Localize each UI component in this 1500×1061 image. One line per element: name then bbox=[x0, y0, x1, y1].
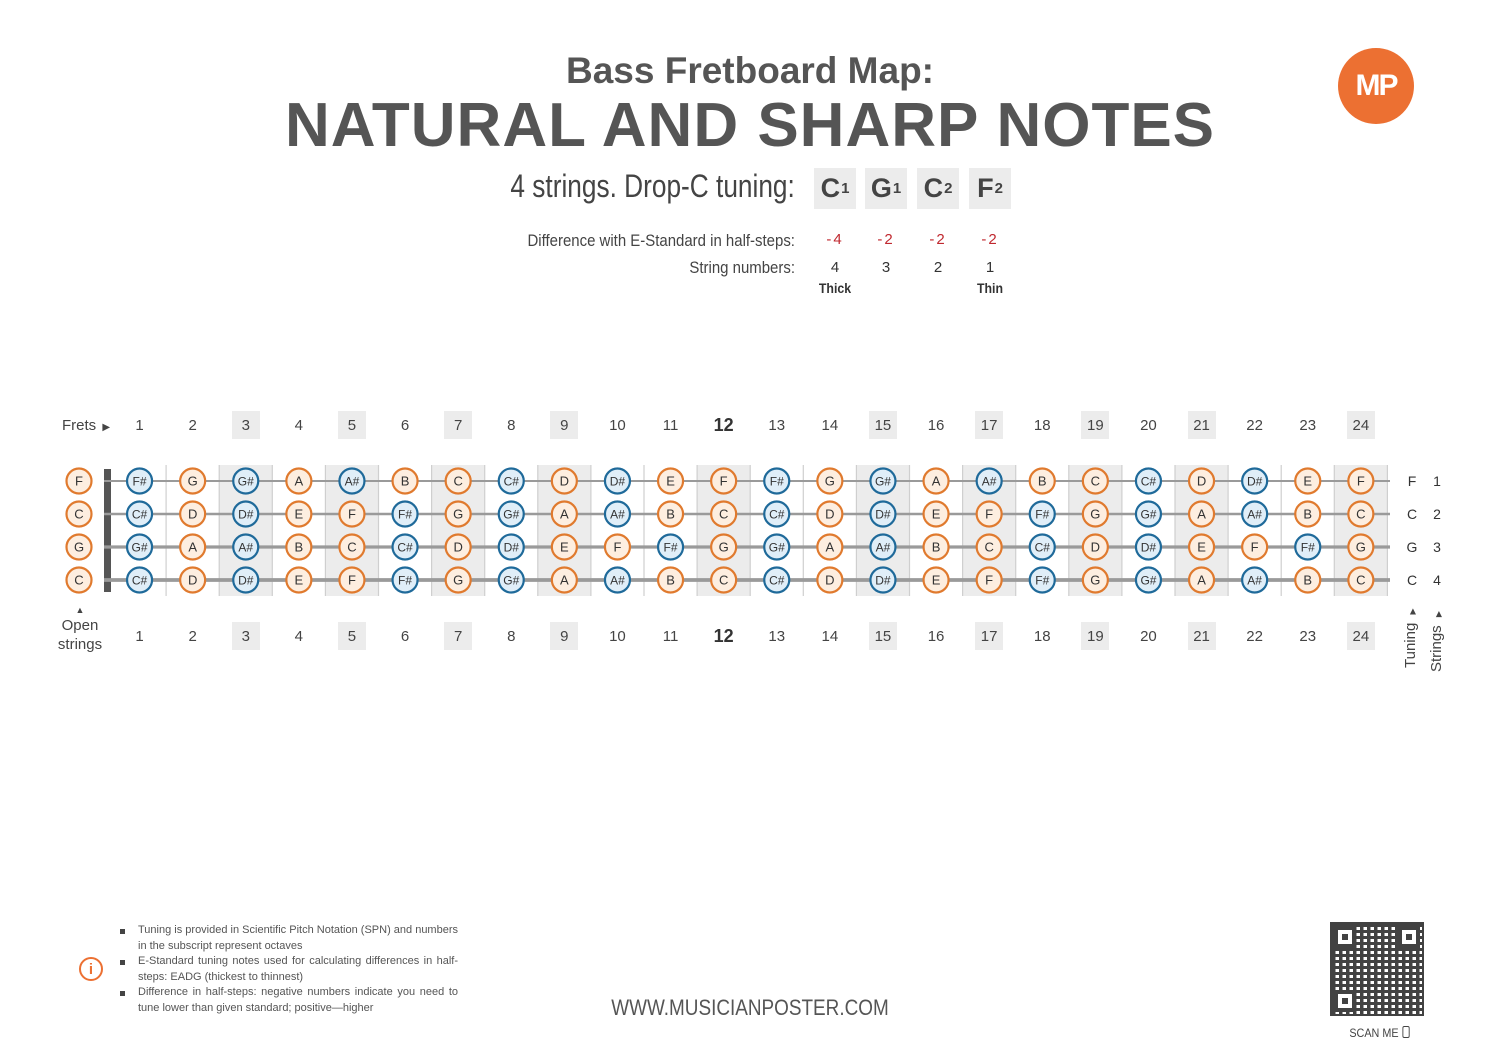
fret-note-label: F bbox=[347, 506, 356, 522]
qr-finder bbox=[1398, 926, 1420, 948]
fret-number-bottom: 22 bbox=[1246, 627, 1263, 645]
fret-number-top: 11 bbox=[662, 416, 679, 434]
tuning-difference: -2 bbox=[877, 231, 895, 248]
string-number-label: 2 bbox=[1433, 506, 1441, 522]
tuning-octave: 1 bbox=[841, 180, 850, 197]
fret-note-label: D bbox=[559, 473, 570, 489]
fret-note-label: D bbox=[825, 572, 835, 588]
fret-number-top: 5 bbox=[338, 411, 366, 439]
fret-note-label: B bbox=[666, 572, 675, 588]
string-tuning-label: G bbox=[1406, 539, 1418, 555]
fret-number-top: 17 bbox=[975, 411, 1003, 439]
tuning-octave: 2 bbox=[994, 180, 1003, 197]
fret-note-label: G bbox=[1355, 539, 1366, 555]
string-number-label: 4 bbox=[1433, 572, 1441, 588]
tuning-note-box bbox=[865, 168, 907, 209]
fret-note-label: G# bbox=[131, 540, 148, 555]
fret-note-label: F bbox=[613, 539, 622, 555]
fret-note-label: D bbox=[187, 572, 198, 588]
fret-note-label: A# bbox=[610, 573, 625, 588]
fret-note-label: F# bbox=[132, 474, 147, 489]
fret-number-bottom: 11 bbox=[662, 627, 679, 645]
poster-title: NATURAL AND SHARP NOTES bbox=[284, 91, 1216, 160]
fret-note-label: A bbox=[931, 473, 941, 489]
fret-note-label: F# bbox=[398, 507, 413, 522]
string-tuning-label: C bbox=[1406, 572, 1418, 588]
fret-note-label: F# bbox=[1035, 573, 1050, 588]
fret-number-bottom: 8 bbox=[507, 627, 516, 645]
fret-number-bottom: 24 bbox=[1347, 622, 1375, 650]
string-number-label: 1 bbox=[1433, 473, 1441, 489]
fret-number-top: 2 bbox=[188, 416, 197, 434]
fret-number-top: 19 bbox=[1081, 411, 1109, 439]
qr-finder bbox=[1334, 990, 1356, 1012]
fret-note-label: C bbox=[1356, 572, 1366, 588]
triangle-up-icon: ▶ bbox=[1434, 610, 1443, 618]
fret-note-label: G bbox=[1090, 506, 1101, 522]
fret-number-top: 10 bbox=[609, 416, 626, 434]
open-strings-label: ▲ Open strings bbox=[50, 604, 110, 654]
fret-note-label: C bbox=[347, 539, 357, 555]
fret-note-label: D bbox=[825, 506, 835, 522]
fret-number-bottom: 3 bbox=[232, 622, 260, 650]
fret-number-bottom: 17 bbox=[975, 622, 1003, 650]
string-number: 1 bbox=[985, 259, 995, 276]
string-number: 2 bbox=[933, 259, 943, 276]
fret-note-label: G# bbox=[503, 573, 520, 588]
phone-icon bbox=[1402, 1026, 1409, 1038]
fret-note-label: B bbox=[1037, 473, 1047, 489]
tuning-note-box bbox=[969, 168, 1011, 209]
fret-note-label: D bbox=[453, 539, 463, 555]
fret-note-label: E bbox=[294, 572, 304, 588]
fret-number-top: 20 bbox=[1140, 416, 1157, 434]
tuning-axis-label: Tuning ▶ bbox=[1402, 608, 1419, 668]
fret-note-label: F# bbox=[398, 573, 413, 588]
difference-label: Difference with E-Standard in half-steps: bbox=[527, 231, 795, 250]
fret-number-top: 21 bbox=[1188, 411, 1216, 439]
info-note: Difference in half-steps: negative numbers indicate you need to tune lower than given standard; positive—higher bbox=[118, 985, 458, 1016]
fret-number-bottom: 7 bbox=[444, 622, 472, 650]
poster-subtitle: Bass Fretboard Map: bbox=[565, 50, 934, 91]
fret-note-label: A# bbox=[238, 540, 254, 555]
tuning-difference: -2 bbox=[929, 231, 947, 248]
fret-note-label: E bbox=[294, 506, 304, 522]
fret-number-top: 13 bbox=[768, 416, 786, 434]
fret-note-label: A# bbox=[1247, 507, 1262, 522]
fret-number-bottom: 18 bbox=[1033, 627, 1051, 645]
fret-note-label: F# bbox=[663, 540, 678, 555]
musicianposter-logo[interactable]: MP bbox=[1338, 48, 1414, 124]
fret-note-label: C# bbox=[769, 507, 785, 522]
fret-note-label: D# bbox=[1246, 474, 1263, 489]
fret-note-label: C bbox=[1356, 506, 1366, 522]
fret-number-top: 22 bbox=[1246, 416, 1263, 434]
frets-label: Frets ▶ bbox=[62, 417, 111, 434]
fret-number-bottom: 20 bbox=[1140, 627, 1157, 645]
fret-note-label: A bbox=[560, 572, 569, 588]
fret-note-label: E bbox=[931, 506, 941, 522]
string-numbers-label: String numbers: bbox=[689, 258, 795, 277]
info-icon: i bbox=[79, 957, 103, 981]
fret-number-bottom: 12 bbox=[713, 625, 734, 646]
fret-note-label: G# bbox=[874, 474, 891, 489]
fret-note-label: E bbox=[560, 539, 569, 555]
fret-note-label: A# bbox=[344, 474, 360, 489]
fret-note-label: B bbox=[1303, 572, 1313, 588]
fret-note-label: F bbox=[719, 473, 728, 489]
fret-note-label: C# bbox=[1034, 540, 1050, 555]
fret-note-label: F bbox=[1250, 539, 1259, 555]
string-number: 4 bbox=[830, 259, 840, 276]
fret-note-label: G# bbox=[1140, 573, 1157, 588]
fret-note-label: F bbox=[985, 572, 994, 588]
fret-note-label: A# bbox=[875, 540, 891, 555]
string-number: 3 bbox=[881, 259, 891, 276]
open-string-note-label: G bbox=[73, 539, 85, 555]
fret-note-label: D bbox=[1090, 539, 1101, 555]
fret-number-bottom: 4 bbox=[294, 627, 304, 645]
open-string-note-label: C bbox=[74, 506, 84, 522]
fret-note-label: D# bbox=[238, 507, 254, 522]
fret-note-label: F# bbox=[1035, 507, 1050, 522]
fret-note-label: G bbox=[453, 572, 464, 588]
fret-note-label: A bbox=[560, 506, 569, 522]
fret-note-label: B bbox=[1303, 506, 1313, 522]
open-string-note-label: C bbox=[74, 572, 84, 588]
fret-note-label: B bbox=[400, 473, 410, 489]
fret-number-top: 1 bbox=[135, 416, 144, 434]
fret-note-label: G# bbox=[503, 507, 520, 522]
fret-note-label: C# bbox=[769, 573, 785, 588]
tuning-octave: 2 bbox=[944, 180, 953, 197]
tuning-difference: -4 bbox=[826, 231, 844, 248]
fret-note-label: C bbox=[718, 506, 729, 522]
tuning-octave: 1 bbox=[892, 180, 902, 197]
fret-number-top: 14 bbox=[821, 416, 839, 434]
fret-number-bottom: 1 bbox=[135, 627, 144, 645]
fret-note-label: C# bbox=[397, 540, 413, 555]
fret-note-label: C# bbox=[131, 507, 148, 522]
fret-number-bottom: 16 bbox=[927, 627, 945, 645]
fret-note-label: A# bbox=[981, 474, 997, 489]
fret-note-label: G bbox=[718, 539, 729, 555]
info-note: E-Standard tuning notes used for calculating differences in half-steps: EADG (thickest to thinnest) bbox=[118, 954, 458, 985]
fret-number-bottom: 21 bbox=[1188, 622, 1216, 650]
fret-note-label: F# bbox=[1300, 540, 1315, 555]
fret-note-label: G bbox=[187, 473, 198, 489]
tuning-difference: -2 bbox=[981, 231, 999, 248]
fret-note-label: C bbox=[718, 572, 729, 588]
fret-note-label: F bbox=[1356, 473, 1365, 489]
fret-number-top: 3 bbox=[232, 411, 260, 439]
fret-note-label: G bbox=[824, 473, 835, 489]
strings-axis-label: Strings ▶ bbox=[1428, 610, 1445, 672]
fret-number-top: 4 bbox=[294, 416, 304, 434]
fret-note-label: D# bbox=[609, 474, 626, 489]
fret-note-label: A bbox=[825, 539, 835, 555]
fret-number-top: 12 bbox=[713, 414, 734, 435]
fret-number-bottom: 10 bbox=[609, 627, 626, 645]
fret-number-bottom: 5 bbox=[338, 622, 366, 650]
string-number-label: 3 bbox=[1433, 539, 1441, 555]
fret-number-bottom: 23 bbox=[1299, 627, 1317, 645]
fret-number-bottom: 13 bbox=[768, 627, 786, 645]
tuning-note: C bbox=[820, 173, 841, 203]
string-tuning-label: F bbox=[1407, 473, 1417, 489]
fret-note-label: A bbox=[294, 473, 304, 489]
fret-note-label: G bbox=[1090, 572, 1101, 588]
fret-note-label: C# bbox=[503, 474, 519, 489]
fret-note-label: C bbox=[453, 473, 463, 489]
fret-number-bottom: 19 bbox=[1081, 622, 1109, 650]
triangle-right-icon: ▶ bbox=[102, 422, 111, 433]
fret-note-label: A bbox=[1197, 572, 1206, 588]
tuning-note: G bbox=[870, 173, 892, 203]
fret-note-label: D# bbox=[875, 507, 891, 522]
fret-number-top: 8 bbox=[507, 416, 516, 434]
tuning-note: C bbox=[923, 173, 944, 203]
fret-note-label: F bbox=[985, 506, 994, 522]
info-note: Tuning is provided in Scientific Pitch Notation (SPN) and numbers in the subscript represent octaves bbox=[118, 923, 458, 954]
fret-number-bottom: 15 bbox=[869, 622, 897, 650]
tuning-note-box bbox=[814, 168, 856, 209]
fret-note-label: D# bbox=[1140, 540, 1157, 555]
fret-note-label: B bbox=[294, 539, 304, 555]
fret-note-label: C# bbox=[131, 573, 148, 588]
fret-number-bottom: 2 bbox=[188, 627, 197, 645]
triangle-up-icon: ▲ bbox=[75, 605, 85, 615]
fret-note-label: G# bbox=[237, 474, 254, 489]
fret-note-label: D# bbox=[875, 573, 891, 588]
fret-number-bottom: 9 bbox=[550, 622, 578, 650]
fret-note-label: A# bbox=[610, 507, 625, 522]
qr-finder bbox=[1334, 926, 1356, 948]
fret-note-label: E bbox=[666, 473, 675, 489]
fret-number-top: 15 bbox=[869, 411, 897, 439]
tuning-note-box bbox=[917, 168, 959, 209]
fret-number-top: 18 bbox=[1033, 416, 1051, 434]
fret-note-label: E bbox=[1303, 473, 1313, 489]
fret-note-label: F bbox=[347, 572, 356, 588]
fret-number-top: 7 bbox=[444, 411, 472, 439]
fret-note-label: E bbox=[1197, 539, 1206, 555]
fret-number-top: 6 bbox=[400, 416, 410, 434]
tuning-label: 4 strings. Drop-C tuning: bbox=[510, 168, 795, 204]
fretboard bbox=[0, 455, 1500, 605]
fret-note-label: D# bbox=[503, 540, 519, 555]
fret-note-label: G# bbox=[1140, 507, 1157, 522]
fret-number-bottom: 6 bbox=[400, 627, 410, 645]
fret-note-label: B bbox=[666, 506, 675, 522]
fret-note-label: C bbox=[984, 539, 994, 555]
fret-note-label: C# bbox=[1140, 474, 1157, 489]
fret-note-label: A bbox=[1197, 506, 1206, 522]
fret-number-top: 16 bbox=[927, 416, 945, 434]
fret-note-label: D# bbox=[238, 573, 254, 588]
fret-note-label: B bbox=[931, 539, 941, 555]
qr-code[interactable] bbox=[1330, 922, 1424, 1016]
tuning-note: F bbox=[977, 173, 994, 203]
nut bbox=[104, 469, 111, 592]
triangle-up-icon: ▶ bbox=[1408, 608, 1417, 615]
fret-number-top: 23 bbox=[1299, 416, 1317, 434]
scan-me-label: SCAN ME bbox=[1349, 1026, 1409, 1040]
fret-note-label: F# bbox=[769, 474, 784, 489]
fret-note-label: D bbox=[1196, 473, 1207, 489]
fret-note-label: D bbox=[187, 506, 198, 522]
fret-note-label: A# bbox=[1247, 573, 1262, 588]
open-string-note-label: F bbox=[75, 473, 83, 489]
fret-note-label: G bbox=[453, 506, 464, 522]
fret-number-top: 24 bbox=[1347, 411, 1375, 439]
thin-label: Thin bbox=[976, 280, 1003, 296]
fret-note-label: E bbox=[931, 572, 941, 588]
fret-number-top: 9 bbox=[550, 411, 578, 439]
fret-note-label: G# bbox=[768, 540, 785, 555]
fret-note-label: A bbox=[188, 539, 197, 555]
fret-note-label: C bbox=[1090, 473, 1101, 489]
website-link[interactable]: WWW.MUSICIANPOSTER.COM bbox=[611, 995, 889, 1020]
thick-label: Thick bbox=[818, 280, 852, 296]
string-tuning-label: C bbox=[1406, 506, 1418, 522]
fret-number-bottom: 14 bbox=[821, 627, 839, 645]
